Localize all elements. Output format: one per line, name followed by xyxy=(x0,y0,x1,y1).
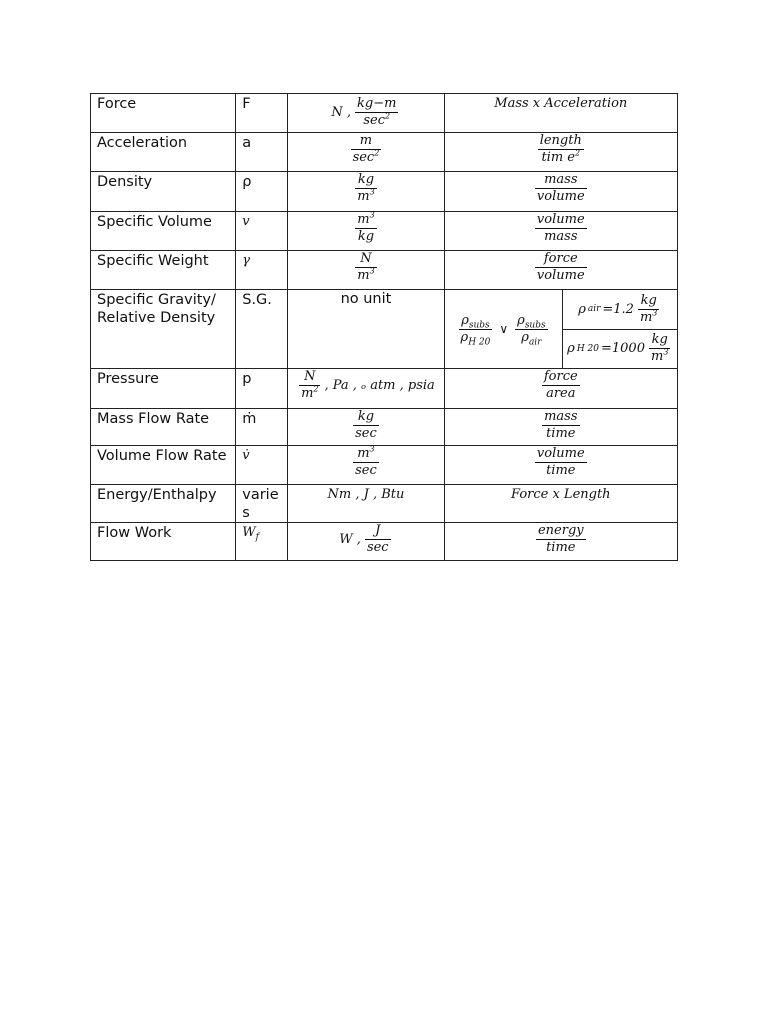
formula-numerator: volume xyxy=(536,446,585,461)
rho-symbol: ρ xyxy=(517,312,525,328)
unit-num-text: m xyxy=(357,212,370,227)
quantity-cell: Density xyxy=(91,172,236,212)
ratio-water xyxy=(459,313,493,346)
formula-cell xyxy=(444,523,677,561)
table-row xyxy=(91,485,678,523)
rho-symbol: ρ xyxy=(460,329,469,345)
formula-cell xyxy=(444,172,677,212)
unit-cell xyxy=(288,523,444,561)
unit-exponent: 3 xyxy=(369,187,375,197)
unit-exponent: 3 xyxy=(369,266,375,276)
unit-exponent: 3 xyxy=(369,210,375,220)
formula-cell: Force x Length xyxy=(444,485,677,523)
unit-numerator: N xyxy=(360,251,372,266)
formula-cell xyxy=(444,212,677,251)
unit-numerator xyxy=(355,212,376,228)
formula-cell xyxy=(444,409,677,446)
formula-cell: Mass x Acceleration xyxy=(444,94,677,133)
subscript: H 20 xyxy=(468,337,491,348)
formula-numerator: energy xyxy=(537,523,584,538)
quantity-cell: Specific Volume xyxy=(91,212,236,251)
unit-fraction xyxy=(355,251,376,284)
unit-exponent: 2 xyxy=(385,111,391,121)
ratio-cell xyxy=(445,290,563,368)
unit-denominator: kg xyxy=(355,228,376,245)
unit-denominator: sec xyxy=(355,463,377,478)
formula-denominator: mass xyxy=(535,228,587,245)
table-row xyxy=(91,523,678,561)
quantity-cell: Specific Weight xyxy=(91,251,236,290)
ratio-air xyxy=(515,313,547,346)
formula-denominator: time xyxy=(536,539,586,556)
quantities-table xyxy=(90,93,678,561)
unit-cell xyxy=(288,94,444,133)
formula-fraction xyxy=(536,523,586,556)
unit-fraction xyxy=(355,212,376,245)
symbol-cell: F xyxy=(236,94,288,133)
rho-symbol: ρ xyxy=(521,329,529,345)
unit-exponent: 2 xyxy=(313,384,319,394)
unit-cell xyxy=(288,172,444,212)
air-density-unit xyxy=(638,293,659,326)
quantity-cell: Acceleration xyxy=(91,133,236,172)
table-row xyxy=(91,133,678,172)
formula-denominator: volume xyxy=(536,268,585,283)
subscript: air xyxy=(528,337,542,348)
formula-den-text: tim e xyxy=(541,150,575,165)
unit-fraction xyxy=(299,369,320,402)
formula-numerator: volume xyxy=(536,212,585,227)
quantity-cell: Energy/Enthalpy xyxy=(91,485,236,523)
symbol-cell: ṁ xyxy=(236,409,288,446)
formula-cell xyxy=(444,290,677,369)
unit-denominator: sec xyxy=(355,426,377,441)
formula-fraction xyxy=(535,172,587,205)
quantity-cell: Specific Gravity/ Relative Density xyxy=(91,290,236,369)
unit-den-text: m xyxy=(639,309,653,325)
unit-fraction xyxy=(353,409,379,442)
unit-numerator: kg xyxy=(640,292,657,308)
unit-exponent: 2 xyxy=(374,148,380,158)
unit-numerator: J xyxy=(375,523,381,538)
unit-cell xyxy=(288,446,444,485)
unit-fraction xyxy=(355,96,398,129)
subscript: subs xyxy=(468,320,490,331)
unit-fraction xyxy=(355,172,376,205)
air-density-cell: ρ air =1.2 $\frac{kg}{m^3}$ xyxy=(562,290,677,329)
symbol-cell: varies xyxy=(236,485,288,523)
formula-denominator: volume xyxy=(536,189,585,204)
quantity-cell: Force xyxy=(91,94,236,133)
symbol-cell xyxy=(236,523,288,561)
table-row xyxy=(91,212,678,251)
formula-denominator: time xyxy=(535,462,587,479)
symbol-cell: v xyxy=(236,212,288,251)
formula-fraction xyxy=(535,212,587,245)
subscript: subs xyxy=(524,320,546,331)
unit-num-text: m xyxy=(357,446,370,461)
or-symbol: ∨ xyxy=(499,322,509,336)
water-density-value: =1000 xyxy=(601,341,645,357)
unit-cell xyxy=(288,369,444,409)
formula-denominator xyxy=(538,149,584,166)
unit-den-text: m xyxy=(357,189,370,204)
formula-denominator: area xyxy=(542,385,580,402)
rho-symbol: ρ xyxy=(578,301,586,317)
formula-fraction xyxy=(535,446,587,479)
unit-numerator: kg xyxy=(357,172,375,187)
unit-exponent: 3 xyxy=(652,308,658,318)
water-density-unit xyxy=(649,332,670,365)
formula-cell xyxy=(444,133,677,172)
formula-cell xyxy=(444,446,677,485)
unit-denominator xyxy=(355,188,376,205)
table-row xyxy=(91,290,678,369)
formula-cell xyxy=(444,251,677,290)
water-density-cell: ρ H 20 =1000 $\frac{kg}{m^3}$ xyxy=(562,329,677,368)
unit-fraction xyxy=(353,446,379,479)
unit-cell xyxy=(288,133,444,172)
table-row xyxy=(91,94,678,133)
quantity-cell: Flow Work xyxy=(91,523,236,561)
table-row xyxy=(91,251,678,290)
rho-symbol: ρ xyxy=(461,312,469,328)
air-density-value: =1.2 xyxy=(602,301,634,317)
subscript: f xyxy=(255,532,259,543)
formula-cell xyxy=(444,369,677,409)
unit-exponent: 3 xyxy=(369,444,375,454)
symbol-cell: v̇ xyxy=(236,446,288,485)
quantity-cell: Volume Flow Rate xyxy=(91,446,236,485)
symbol-cell: p xyxy=(236,369,288,409)
unit-fraction xyxy=(351,133,382,166)
unit-den-text: m xyxy=(650,349,664,365)
unit-denominator: sec xyxy=(366,540,389,555)
unit-den-text: sec xyxy=(352,150,375,165)
quantity-cell: Mass Flow Rate xyxy=(91,409,236,446)
symbol-cell: ρ xyxy=(236,172,288,212)
unit-numerator xyxy=(353,446,379,462)
formula-fraction xyxy=(538,133,584,166)
quantity-cell: Pressure xyxy=(91,369,236,409)
unit-numerator: m xyxy=(359,133,373,148)
unit-cell xyxy=(288,212,444,251)
formula-numerator: force xyxy=(543,369,578,384)
unit-fraction xyxy=(365,523,391,556)
unit-cell xyxy=(288,409,444,446)
unit-cell xyxy=(288,251,444,290)
specific-gravity-formula xyxy=(445,290,677,368)
formula-numerator: mass xyxy=(544,409,578,424)
formula-numerator: length xyxy=(539,133,582,148)
unit-exponent: 3 xyxy=(663,347,669,357)
unit-prefix: N , xyxy=(331,105,352,120)
unit-den-text: m xyxy=(301,386,314,401)
formula-denominator: time xyxy=(542,425,579,442)
unit-prefix: W , xyxy=(339,532,361,547)
formula-fraction xyxy=(535,251,587,284)
unit-cell: Nm , J , Btu xyxy=(288,485,444,523)
formula-numerator: mass xyxy=(544,172,578,187)
symbol-cell: γ xyxy=(236,251,288,290)
symbol-text: W xyxy=(242,525,256,540)
unit-denominator xyxy=(299,385,320,402)
symbol-cell: S.G. xyxy=(236,290,288,369)
unit-numerator: N xyxy=(304,369,316,384)
unit-den-text: m xyxy=(357,268,370,283)
unit-numerator: kg xyxy=(357,409,375,424)
unit-denominator xyxy=(355,112,398,129)
unit-numerator: kg−m xyxy=(357,96,397,111)
formula-fraction xyxy=(542,369,580,402)
formula-fraction xyxy=(542,409,579,442)
formula-numerator: force xyxy=(543,251,578,266)
unit-suffix: , Pa , ₒ atm , psia xyxy=(324,378,435,393)
unit-cell: no unit xyxy=(288,290,444,369)
formula-exponent: 2 xyxy=(575,148,581,158)
unit-numerator: kg xyxy=(651,332,668,348)
rho-symbol: ρ xyxy=(567,341,575,357)
table-row xyxy=(91,369,678,409)
table-row xyxy=(91,172,678,212)
table-row xyxy=(91,446,678,485)
unit-den-text: sec xyxy=(363,113,386,128)
symbol-cell: a xyxy=(236,133,288,172)
table-row xyxy=(91,409,678,446)
unit-denominator xyxy=(355,267,376,284)
unit-denominator xyxy=(351,149,382,166)
